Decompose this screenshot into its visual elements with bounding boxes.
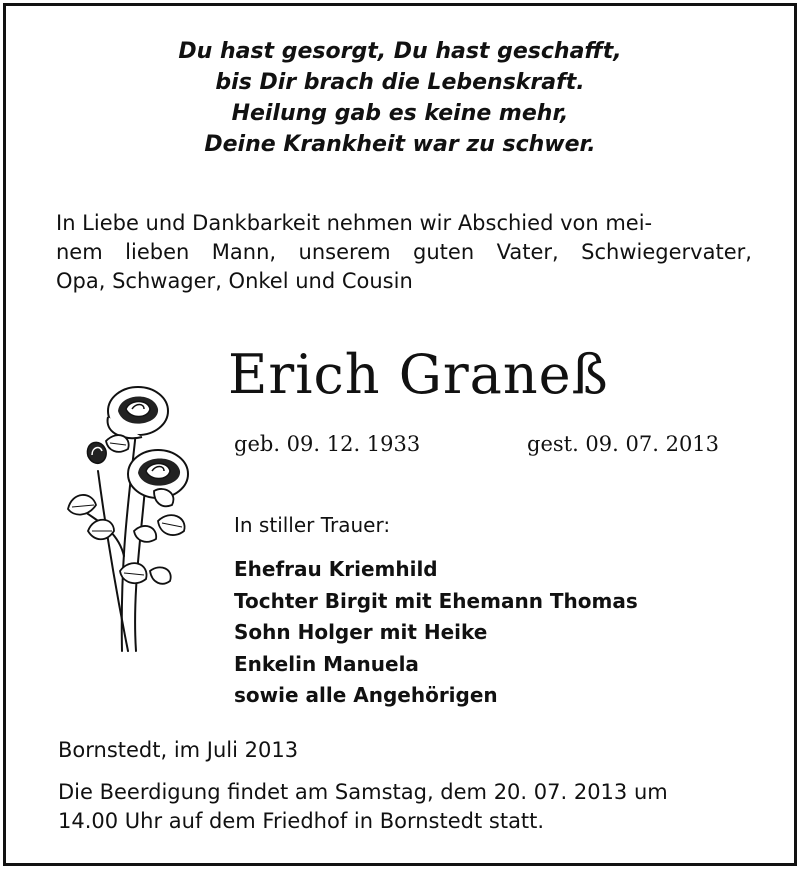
funeral-info (58, 778, 758, 836)
intro-word: guten (413, 240, 475, 264)
mourners-list (234, 554, 638, 712)
intro-word: nem (56, 240, 103, 264)
poem-line: Deine Krankheit war zu schwer. (204, 132, 596, 157)
intro-line: In Liebe und Dankbarkeit nehmen wir Abschied von mei- (56, 211, 653, 235)
mourning-label: In stiller Trauer: (234, 513, 391, 537)
poem-line: Heilung gab es keine mehr, (231, 101, 569, 126)
rose-icon (58, 381, 198, 661)
rose-flower-upper (108, 387, 168, 438)
intro-line-justified (56, 238, 752, 267)
intro-word: unserem (298, 240, 391, 264)
poem (6, 36, 794, 160)
poem-line: bis Dir brach die Lebenskraft. (215, 70, 585, 95)
life-dates (234, 429, 744, 459)
place-date: Bornstedt, im Juli 2013 (58, 738, 299, 762)
intro-word: Mann, (211, 240, 277, 264)
rose-bud (87, 442, 106, 463)
deceased-name: Erich Graneß (228, 343, 609, 406)
mourner: Sohn Holger mit Heike (234, 620, 488, 644)
intro-word: lieben (125, 240, 190, 264)
intro-text (56, 209, 756, 296)
intro-word: Vater, (496, 240, 559, 264)
intro-line: Opa, Schwager, Onkel und Cousin (56, 269, 413, 293)
funeral-line: 14.00 Uhr auf dem Friedhof in Bornstedt statt. (58, 809, 545, 833)
mourner: sowie alle Angehörigen (234, 683, 498, 707)
death-date: gest. 09. 07. 2013 (527, 432, 720, 456)
birth-date: geb. 09. 12. 1933 (234, 432, 421, 456)
mourner: Enkelin Manuela (234, 651, 419, 676)
poem-line: Du hast gesorgt, Du hast geschafft, (178, 39, 622, 64)
obituary-notice (3, 3, 797, 866)
mourner: Ehefrau Kriemhild (234, 557, 438, 581)
funeral-line: Die Beerdigung findet am Samstag, dem 20. 07. 2013 um (58, 780, 668, 804)
intro-word: Schwiegervater, (581, 240, 752, 264)
mourner: Tochter Birgit mit Ehemann Thomas (234, 588, 638, 613)
